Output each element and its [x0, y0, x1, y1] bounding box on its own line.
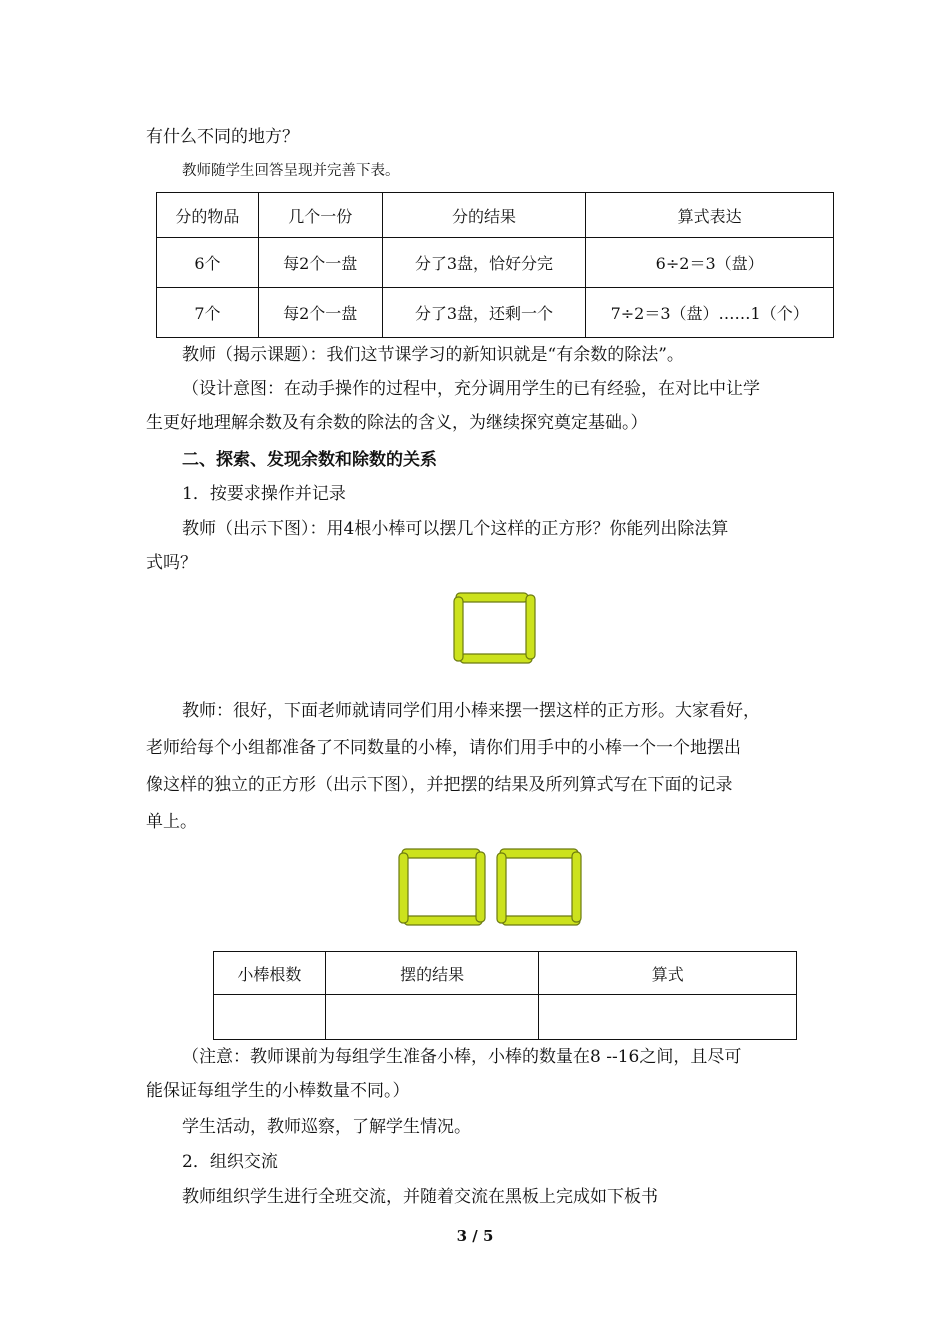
page-number: 3 / 5: [456, 1227, 494, 1245]
paragraph: 教师组织学生进行全班交流，并随着交流在黑板上完成如下板书: [182, 1187, 658, 1207]
stick: [502, 916, 580, 925]
table-header-cell: 分的结果: [382, 193, 586, 238]
paragraph: 教师（揭示课题）：我们这节课学习的新知识就是“有余数的除法”。: [182, 345, 684, 365]
table-header-row: [157, 193, 834, 238]
table-header-cell: 几个一份: [258, 193, 382, 238]
stick: [460, 654, 532, 663]
stick: [456, 593, 528, 602]
stick: [526, 595, 535, 659]
table-cell: 6个: [157, 238, 259, 288]
table-header-cell: 算式表达: [586, 193, 834, 238]
paragraph: 能保证每组学生的小棒数量不同。）: [146, 1081, 410, 1101]
table-cell: 6÷2＝3（盘）: [586, 238, 834, 288]
table-header-row: [214, 952, 797, 995]
stick: [454, 597, 463, 661]
paragraph: 教师：很好，下面老师就请同学们用小棒来摆一摆这样的正方形。大家看好，: [182, 701, 760, 721]
table-row: [157, 238, 834, 288]
step-heading: 1．按要求操作并记录: [182, 484, 346, 504]
table-cell: 每2个一盘: [258, 288, 382, 338]
table-division-results: [156, 192, 834, 338]
table-header-cell: 分的物品: [157, 193, 259, 238]
table-cell: [325, 995, 539, 1040]
table-cell: 每2个一盘: [258, 238, 382, 288]
stick-square-figure: [450, 590, 540, 668]
paragraph: 老师给每个小组都准备了不同数量的小棒，请你们用手中的小棒一个一个地摆出: [146, 738, 741, 758]
paragraph: 式吗？: [146, 553, 197, 573]
table-row: [214, 995, 797, 1040]
table-cell: [214, 995, 326, 1040]
table-cell: [539, 995, 797, 1040]
paragraph: （注意：教师课前为每组学生准备小棒，小棒的数量在8 --16之间，且尽可: [182, 1047, 742, 1067]
paragraph: 有什么不同的地方？: [146, 127, 299, 147]
table-record-sheet: [213, 951, 797, 1040]
table-cell: 7个: [157, 288, 259, 338]
table-header-cell: 小棒根数: [214, 952, 326, 995]
stick: [572, 852, 581, 922]
step-heading: 2．组织交流: [182, 1152, 278, 1172]
table-header-cell: 算式: [539, 952, 797, 995]
section-heading: 二、探索、发现余数和除数的关系: [182, 450, 437, 470]
table-header-cell: 摆的结果: [325, 952, 539, 995]
paragraph: 单上。: [146, 812, 197, 832]
stick: [476, 852, 485, 922]
table-cell: 分了3盘，还剩一个: [382, 288, 586, 338]
paragraph: 学生活动，教师巡察，了解学生情况。: [182, 1117, 471, 1137]
table-cell: 分了3盘，恰好分完: [382, 238, 586, 288]
table-row: [157, 288, 834, 338]
stick: [497, 853, 506, 923]
stick: [404, 916, 482, 925]
stick: [402, 849, 480, 858]
paragraph: 教师随学生回答呈现并完善下表。: [182, 163, 400, 179]
two-stick-squares-figure: [396, 845, 584, 929]
paragraph: 生更好地理解余数及有余数的除法的含义，为继续探究奠定基础。）: [146, 413, 648, 433]
paragraph: （设计意图：在动手操作的过程中，充分调用学生的已有经验，在对比中让学: [182, 379, 760, 399]
paragraph: 教师（出示下图）：用4根小棒可以摆几个这样的正方形？你能列出除法算: [182, 519, 729, 539]
paragraph: 像这样的独立的正方形（出示下图），并把摆的结果及所列算式写在下面的记录: [146, 775, 733, 795]
stick: [399, 853, 408, 923]
stick: [500, 849, 578, 858]
table-cell: 7÷2＝3（盘）……1（个）: [586, 288, 834, 338]
